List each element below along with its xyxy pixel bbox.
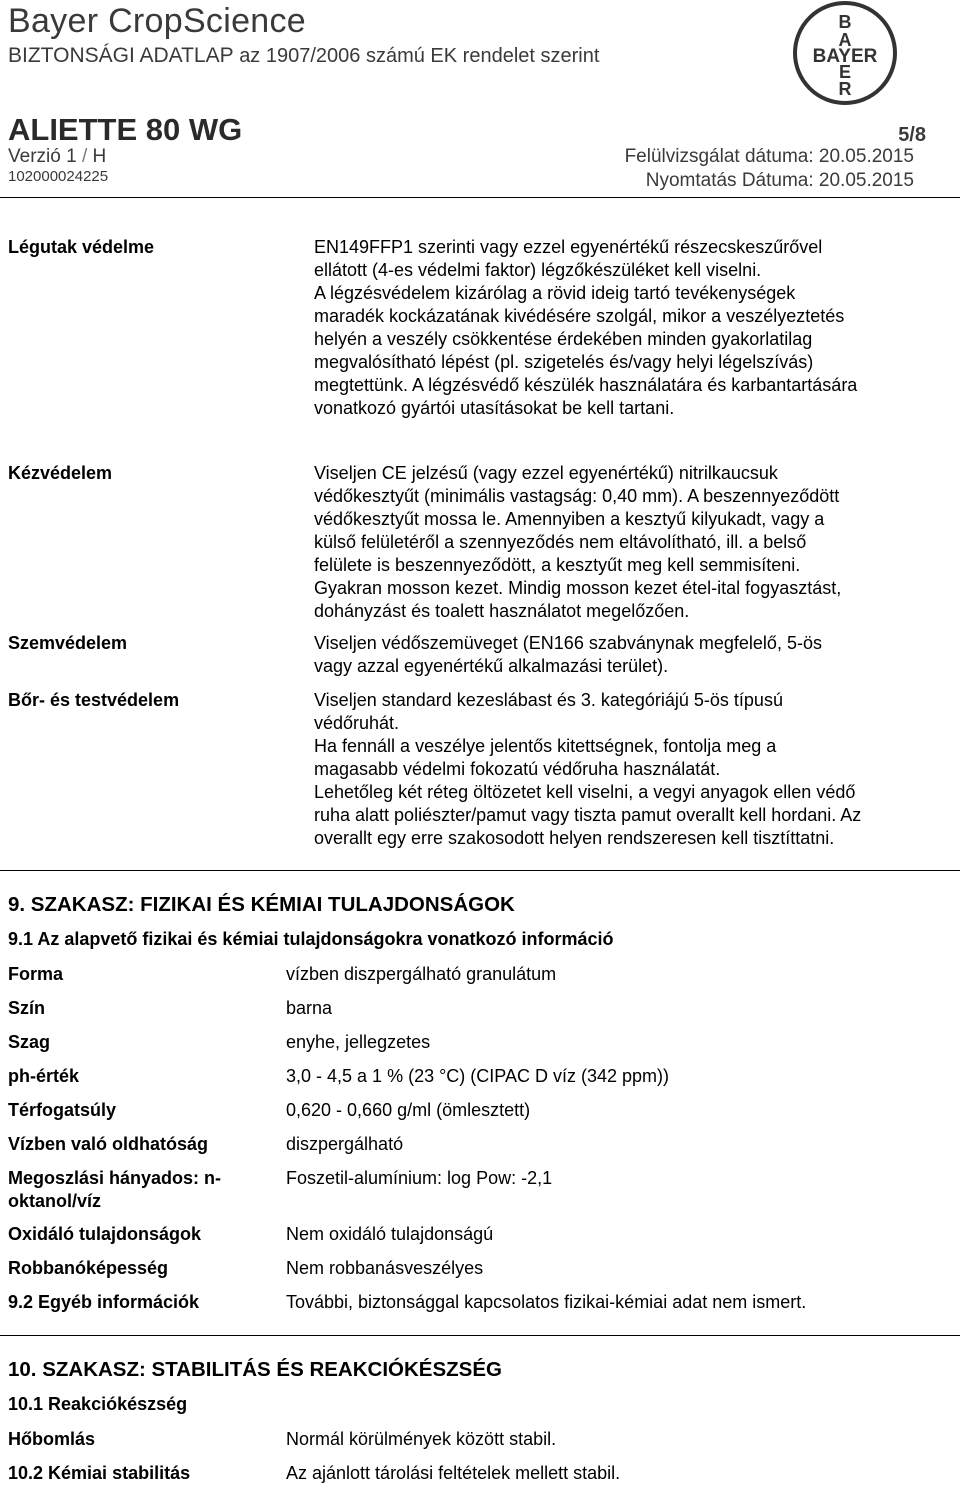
logo-letter-b: B <box>838 12 852 32</box>
version-label: Verzió <box>8 146 61 167</box>
text-line: Viseljen védőszemüveget (EN166 szabványnak megfelelő, 5-ös <box>314 633 822 653</box>
text-line: Ha fennáll a veszélye jelentős kitettségnek, fontolja meg a <box>314 736 777 756</box>
text-line: megtettünk. A légzésvédő készülék használatára és karbantartására <box>314 375 858 395</box>
skin-body-protection-label: Bőr- és testvédelem <box>8 690 180 710</box>
property-label-bulk-density: Térfogatsúly <box>8 1100 117 1120</box>
page-number: 5/8 <box>898 124 926 146</box>
section9-divider <box>0 870 960 871</box>
product-name: ALIETTE 80 WG <box>8 112 243 147</box>
text-line: ellátott (4-es védelmi faktor) légzőkészüléket kell viselni. <box>314 260 762 280</box>
eye-protection-label: Szemvédelem <box>8 633 128 653</box>
text-line: ruha alatt poliészter/pamut vagy tiszta pamut overallt kell hordani. Az <box>314 805 862 825</box>
text-line: overallt egy erre szakosodott helyen rendszeresen kell tisztíttatni. <box>314 828 835 848</box>
text-line: Gyakran mosson kezet. Mindig mosson kezet étel-ital fogyasztást, <box>314 578 842 598</box>
document-subtitle <box>8 44 599 68</box>
text-line: felülete is beszennyeződött, a kesztyűt meg kell semmisíteni. <box>314 555 801 575</box>
property-label-partition-coefficient <box>8 1167 221 1213</box>
property-label-oxidizing: Oxidáló tulajdonságok <box>8 1224 202 1244</box>
section10-divider <box>0 1335 960 1336</box>
text-line: vagy azzal egyenértékű alkalmazási terület). <box>314 656 669 676</box>
document-id: 102000024225 <box>8 168 109 185</box>
hand-protection-text <box>314 462 841 623</box>
revision-date: Felülvizsgálat dátuma: 20.05.2015 <box>624 146 914 167</box>
version-separator: / <box>81 146 88 167</box>
section10-title: 10. SZAKASZ: STABILITÁS ÉS REAKCIÓKÉSZSÉG <box>8 1358 502 1381</box>
other-info-value: További, biztonsággal kapcsolatos fizikai-kémiai adat nem ismert. <box>286 1292 807 1312</box>
text-line: dohányzást és toalett használatot megelőzően. <box>314 601 690 621</box>
property-label-form: Forma <box>8 964 64 984</box>
property-value-explosive: Nem robbanásveszélyes <box>286 1258 484 1278</box>
text-line: védőkesztyűt mossa le. Amennyiben a kesztyű kilyukadt, vagy a <box>314 509 825 529</box>
logo-letter-a: A <box>838 30 852 50</box>
section9-title: 9. SZAKASZ: FIZIKAI ÉS KÉMIAI TULAJDONSÁGOK <box>8 893 515 916</box>
property-value-bulk-density: 0,620 - 0,660 g/ml (ömlesztett) <box>286 1100 531 1120</box>
property-value-ph: 3,0 - 4,5 a 1 % (23 °C) (CIPAC D víz (342 ppm)) <box>286 1066 669 1086</box>
property-label-water-solubility: Vízben való oldhatóság <box>8 1134 209 1154</box>
version-info <box>8 146 106 168</box>
respiratory-protection-label: Légutak védelme <box>8 237 155 257</box>
property-value-oxidizing: Nem oxidáló tulajdonságú <box>286 1224 494 1244</box>
print-date: Nyomtatás Dátuma: 20.05.2015 <box>645 170 914 191</box>
thermal-decomposition-value: Normál körülmények között stabil. <box>286 1429 557 1449</box>
property-label-ph: ph-érték <box>8 1066 80 1086</box>
label-line: Megoszlási hányados: n- <box>8 1168 222 1188</box>
label-line: oktanol/víz <box>8 1191 102 1211</box>
hand-protection-label: Kézvédelem <box>8 463 113 483</box>
text-line: Lehetőleg két réteg öltözetet kell viselni, a vegyi anyagok ellen védő <box>314 782 856 802</box>
bayer-cross-logo <box>792 0 898 106</box>
skin-body-protection-text <box>314 689 861 850</box>
property-value-form: vízben diszpergálható granulátum <box>286 964 557 984</box>
eye-protection-text <box>314 632 822 678</box>
logo-word-bayer: BAYER <box>812 46 878 67</box>
property-value-partition-coefficient: Foszetil-alumínium: log Pow: -2,1 <box>286 1168 553 1188</box>
text-line: védőruhát. <box>314 713 400 733</box>
text-line: külső felületéről a szennyeződés nem eltávolítható, ill. a belső <box>314 532 807 552</box>
version-number: 1 <box>66 146 77 167</box>
text-line: helyén a veszély csökkentése érdekében minden gyakorlatilag <box>314 329 813 349</box>
text-line: vonatkozó gyártói utasításokat be kell tartani. <box>314 398 675 418</box>
reactivity-label: 10.1 Reakciókészség <box>8 1394 188 1414</box>
chemical-stability-value: Az ajánlott tárolási feltételek mellett stabil. <box>286 1463 621 1483</box>
property-label-odor: Szag <box>8 1032 51 1052</box>
text-line: védőkesztyűt (minimális vastagság: 0,40 mm). A beszennyeződött <box>314 486 840 506</box>
property-label-explosive: Robbanóképesség <box>8 1258 169 1278</box>
subtitle-main: BIZTONSÁGI ADATLAP <box>8 44 234 67</box>
logo-letter-r: R <box>838 79 852 99</box>
chemical-stability-label: 10.2 Kémiai stabilitás <box>8 1463 191 1483</box>
respiratory-protection-text <box>314 236 857 420</box>
text-line: maradék kockázatának kivédésére szolgál, mikor a veszélyeztetés <box>314 306 845 326</box>
thermal-decomposition-label: Hőbomlás <box>8 1429 96 1449</box>
property-value-color: barna <box>286 998 333 1018</box>
text-line: Viseljen CE jelzésű (vagy ezzel egyenértékű) nitrilkaucsuk <box>314 463 778 483</box>
text-line: Viseljen standard kezeslábast és 3. kategóriájú 5-ös típusú <box>314 690 783 710</box>
text-line: EN149FFP1 szerinti vagy ezzel egyenértékű részecskeszűrővel <box>314 237 823 257</box>
company-name: Bayer CropScience <box>8 2 307 40</box>
version-language: H <box>92 146 107 167</box>
header-divider <box>0 197 960 198</box>
section9-1-subtitle: 9.1 Az alapvető fizikai és kémiai tulajdonságokra vonatkozó információ <box>8 929 614 949</box>
property-value-water-solubility: diszpergálható <box>286 1134 404 1154</box>
text-line: A légzésvédelem kizárólag a rövid ideig tartó tevékenységek <box>314 283 796 303</box>
property-label-color: Szín <box>8 998 46 1018</box>
other-info-label: 9.2 Egyéb információk <box>8 1292 200 1312</box>
property-value-odor: enyhe, jellegzetes <box>286 1032 431 1052</box>
subtitle-rest: az 1907/2006 számú EK rendelet szerint <box>239 45 600 67</box>
text-line: megvalósítható lépést (pl. szigetelés és/vagy helyi légelszívás) <box>314 352 814 372</box>
logo-letter-e: E <box>838 62 852 82</box>
text-line: magasabb védelmi fokozatú védőruha használatát. <box>314 759 721 779</box>
